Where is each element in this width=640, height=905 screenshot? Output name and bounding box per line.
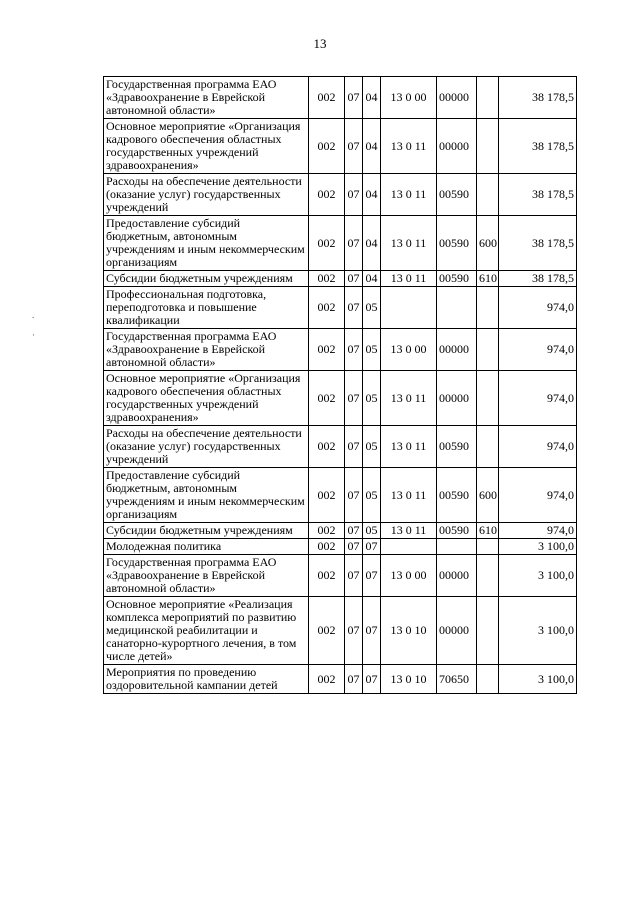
amount-cell: 38 178,5 — [499, 119, 577, 174]
subsection-code-cell: 05 — [363, 329, 381, 371]
admin-code-cell: 002 — [309, 77, 345, 119]
section-code-cell: 07 — [345, 271, 363, 287]
table-row — [104, 271, 577, 287]
expense-type-cell — [477, 597, 499, 665]
table-row — [104, 77, 577, 119]
row-name-cell: Основное мероприятие «Реализация комплекса мероприятий по развитию медицинской реабилитации и санаторно-курортного лечения, в том числе детей» — [104, 597, 309, 665]
amount-cell: 3 100,0 — [499, 597, 577, 665]
target-article-code-cell: 70650 — [437, 665, 477, 694]
row-name-cell: Основное мероприятие «Организация кадрового обеспечения областных государственных учреждений здравоохранения» — [104, 119, 309, 174]
table-row — [104, 371, 577, 426]
row-name-cell: Государственная программа ЕАО «Здравоохранение в Еврейской автономной области» — [104, 77, 309, 119]
amount-cell: 38 178,5 — [499, 271, 577, 287]
amount-cell: 38 178,5 — [499, 77, 577, 119]
amount-cell: 3 100,0 — [499, 665, 577, 694]
admin-code-cell: 002 — [309, 539, 345, 555]
row-name-cell: Субсидии бюджетным учреждениям — [104, 523, 309, 539]
amount-cell: 974,0 — [499, 371, 577, 426]
table-row — [104, 523, 577, 539]
row-name-cell: Мероприятия по проведению оздоровительной кампании детей — [104, 665, 309, 694]
section-code-cell: 07 — [345, 216, 363, 271]
subsection-code-cell: 04 — [363, 216, 381, 271]
section-code-cell: 07 — [345, 371, 363, 426]
subsection-code-cell: 07 — [363, 555, 381, 597]
expense-type-cell — [477, 287, 499, 329]
admin-code-cell: 002 — [309, 287, 345, 329]
target-article-code-cell — [437, 539, 477, 555]
section-code-cell: 07 — [345, 539, 363, 555]
target-article-prefix-cell: 13 0 11 — [381, 119, 437, 174]
row-name-cell: Предоставление субсидий бюджетным, автономным учреждениям и иным некоммерческим организациям — [104, 216, 309, 271]
table-row — [104, 555, 577, 597]
row-name-cell: Молодежная политика — [104, 539, 309, 555]
target-article-code-cell: 00000 — [437, 77, 477, 119]
target-article-code-cell: 00590 — [437, 271, 477, 287]
admin-code-cell: 002 — [309, 665, 345, 694]
admin-code-cell: 002 — [309, 174, 345, 216]
target-article-prefix-cell: 13 0 11 — [381, 271, 437, 287]
expense-type-cell — [477, 555, 499, 597]
amount-cell: 974,0 — [499, 329, 577, 371]
section-code-cell: 07 — [345, 119, 363, 174]
row-name-cell: Государственная программа ЕАО «Здравоохранение в Еврейской автономной области» — [104, 555, 309, 597]
subsection-code-cell: 04 — [363, 271, 381, 287]
budget-table-body — [104, 77, 577, 694]
expense-type-cell: 610 — [477, 523, 499, 539]
admin-code-cell: 002 — [309, 329, 345, 371]
table-row — [104, 597, 577, 665]
expense-type-cell — [477, 174, 499, 216]
target-article-prefix-cell: 13 0 11 — [381, 523, 437, 539]
target-article-code-cell: 00000 — [437, 119, 477, 174]
admin-code-cell: 002 — [309, 371, 345, 426]
row-name-cell: Расходы на обеспечение деятельности (оказание услуг) государственных учреждений — [104, 426, 309, 468]
admin-code-cell: 002 — [309, 597, 345, 665]
expense-type-cell: 600 — [477, 216, 499, 271]
table-row — [104, 468, 577, 523]
row-name-cell: Предоставление субсидий бюджетным, автономным учреждениям и иным некоммерческим организациям — [104, 468, 309, 523]
admin-code-cell: 002 — [309, 216, 345, 271]
subsection-code-cell: 05 — [363, 468, 381, 523]
target-article-prefix-cell: 13 0 11 — [381, 468, 437, 523]
section-code-cell: 07 — [345, 665, 363, 694]
table-row — [104, 287, 577, 329]
section-code-cell: 07 — [345, 287, 363, 329]
target-article-prefix-cell: 13 0 11 — [381, 174, 437, 216]
section-code-cell: 07 — [345, 555, 363, 597]
table-row — [104, 539, 577, 555]
row-name-cell: Государственная программа ЕАО «Здравоохранение в Еврейской автономной области» — [104, 329, 309, 371]
target-article-prefix-cell: 13 0 00 — [381, 77, 437, 119]
table-row — [104, 216, 577, 271]
amount-cell: 974,0 — [499, 523, 577, 539]
margin-marks: . · — [32, 310, 35, 340]
amount-cell: 3 100,0 — [499, 555, 577, 597]
admin-code-cell: 002 — [309, 271, 345, 287]
admin-code-cell: 002 — [309, 555, 345, 597]
target-article-prefix-cell: 13 0 11 — [381, 371, 437, 426]
admin-code-cell: 002 — [309, 523, 345, 539]
amount-cell: 38 178,5 — [499, 174, 577, 216]
admin-code-cell: 002 — [309, 426, 345, 468]
subsection-code-cell: 05 — [363, 287, 381, 329]
table-row — [104, 174, 577, 216]
section-code-cell: 07 — [345, 77, 363, 119]
subsection-code-cell: 04 — [363, 77, 381, 119]
target-article-prefix-cell — [381, 287, 437, 329]
amount-cell: 974,0 — [499, 426, 577, 468]
target-article-code-cell: 00000 — [437, 371, 477, 426]
section-code-cell: 07 — [345, 426, 363, 468]
admin-code-cell: 002 — [309, 119, 345, 174]
expense-type-cell — [477, 329, 499, 371]
target-article-prefix-cell: 13 0 11 — [381, 426, 437, 468]
section-code-cell: 07 — [345, 597, 363, 665]
target-article-prefix-cell — [381, 539, 437, 555]
table-row — [104, 665, 577, 694]
target-article-code-cell — [437, 287, 477, 329]
target-article-code-cell: 00590 — [437, 216, 477, 271]
expense-type-cell: 600 — [477, 468, 499, 523]
subsection-code-cell: 05 — [363, 426, 381, 468]
admin-code-cell: 002 — [309, 468, 345, 523]
expense-type-cell — [477, 77, 499, 119]
target-article-code-cell: 00590 — [437, 523, 477, 539]
target-article-code-cell: 00590 — [437, 468, 477, 523]
subsection-code-cell: 07 — [363, 665, 381, 694]
row-name-cell: Субсидии бюджетным учреждениям — [104, 271, 309, 287]
amount-cell: 3 100,0 — [499, 539, 577, 555]
target-article-code-cell: 00000 — [437, 597, 477, 665]
target-article-code-cell: 00590 — [437, 174, 477, 216]
subsection-code-cell: 07 — [363, 597, 381, 665]
target-article-code-cell: 00000 — [437, 329, 477, 371]
page-number: 13 — [313, 36, 327, 51]
expense-type-cell — [477, 539, 499, 555]
section-code-cell: 07 — [345, 174, 363, 216]
amount-cell: 974,0 — [499, 468, 577, 523]
amount-cell: 38 178,5 — [499, 216, 577, 271]
amount-cell: 974,0 — [499, 287, 577, 329]
subsection-code-cell: 04 — [363, 174, 381, 216]
subsection-code-cell: 04 — [363, 119, 381, 174]
expense-type-cell — [477, 426, 499, 468]
section-code-cell: 07 — [345, 329, 363, 371]
target-article-prefix-cell: 13 0 11 — [381, 216, 437, 271]
target-article-prefix-cell: 13 0 10 — [381, 597, 437, 665]
subsection-code-cell: 05 — [363, 523, 381, 539]
row-name-cell: Основное мероприятие «Организация кадрового обеспечения областных государственных учреждений здравоохранения» — [104, 371, 309, 426]
expense-type-cell — [477, 119, 499, 174]
target-article-prefix-cell: 13 0 00 — [381, 329, 437, 371]
subsection-code-cell: 05 — [363, 371, 381, 426]
row-name-cell: Профессиональная подготовка, переподготовка и повышение квалификации — [104, 287, 309, 329]
table-row — [104, 426, 577, 468]
expense-type-cell — [477, 371, 499, 426]
target-article-prefix-cell: 13 0 00 — [381, 555, 437, 597]
row-name-cell: Расходы на обеспечение деятельности (оказание услуг) государственных учреждений — [104, 174, 309, 216]
subsection-code-cell: 07 — [363, 539, 381, 555]
section-code-cell: 07 — [345, 468, 363, 523]
section-code-cell: 07 — [345, 523, 363, 539]
budget-table — [103, 76, 577, 694]
table-row — [104, 119, 577, 174]
expense-type-cell — [477, 665, 499, 694]
target-article-code-cell: 00000 — [437, 555, 477, 597]
table-row — [104, 329, 577, 371]
expense-type-cell: 610 — [477, 271, 499, 287]
target-article-code-cell: 00590 — [437, 426, 477, 468]
target-article-prefix-cell: 13 0 10 — [381, 665, 437, 694]
